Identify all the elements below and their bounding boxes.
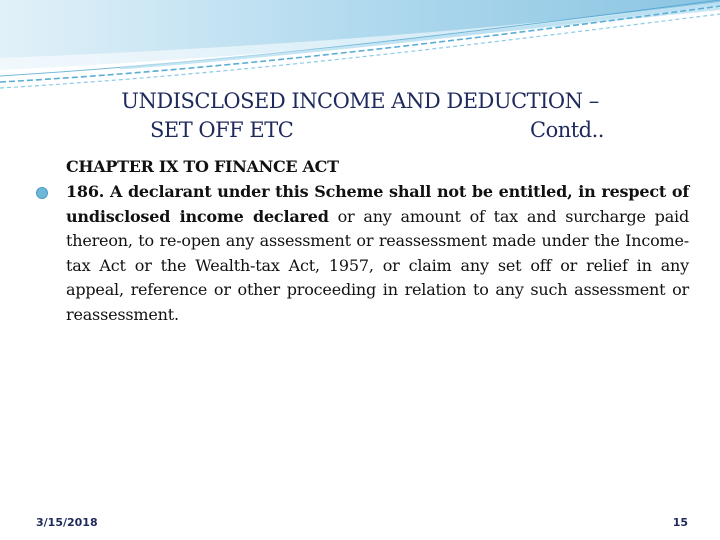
bullet-paragraph	[66, 180, 689, 327]
slide-title-line1: UNDISCLOSED INCOME AND DEDUCTION –	[121, 89, 599, 113]
slide-title-line2	[150, 118, 604, 142]
page-number: 15	[672, 516, 688, 529]
chapter-heading: CHAPTER IX TO FINANCE ACT	[66, 157, 339, 176]
paragraph-regular-text: or any amount of tax and surcharge paid thereon, to re-open any assessment or reassessment made under the Income-tax Act or the Wealth-tax Act, 1957, or claim any set off or relief in any appeal, reference or other proceeding in relation to any such assessment or reassessment.	[66, 206, 689, 324]
slide-title-subtitle: SET OFF ETC	[150, 118, 294, 142]
footer-date: 3/15/2018	[36, 516, 98, 529]
continued-label: Contd..	[530, 118, 604, 142]
round-bullet-icon	[36, 187, 48, 199]
paragraph-bold-text: 186. A declarant under this Scheme shall not be entitled, in respect of undisclosed income declared	[66, 182, 689, 226]
